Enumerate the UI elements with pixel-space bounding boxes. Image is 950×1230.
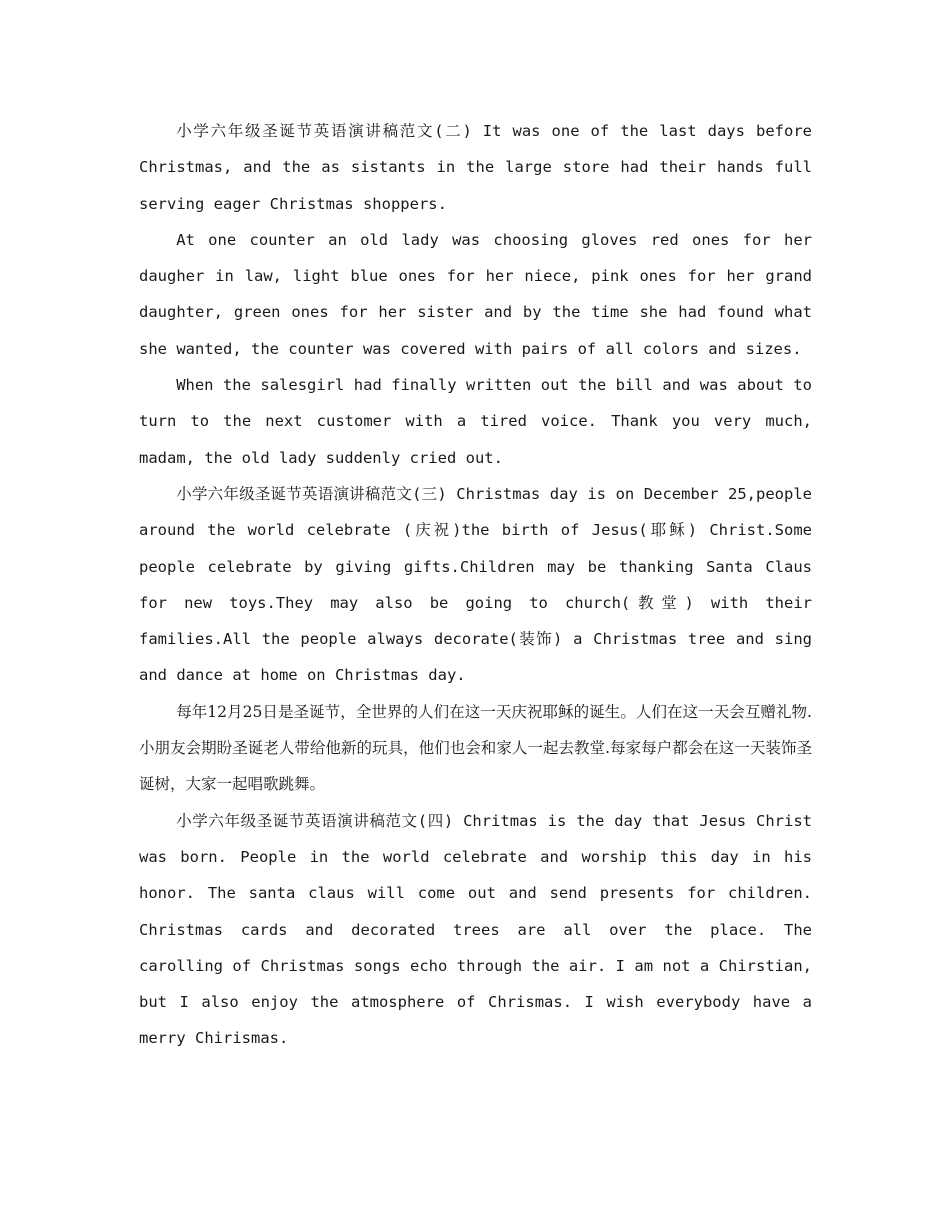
paragraph-chinese-translation: 每年12月25日是圣诞节，全世界的人们在这一天庆祝耶稣的诞生。人们在这一天会互赠礼物.小朋友会期盼圣诞老人带给他新的玩具，他们也会和家人一起去教堂.每家每户都会在这一天装饰圣诞树，大家一起唱歌跳舞。 (139, 702, 812, 794)
paragraph-speech-2-intro: 小学六年级圣诞节英语演讲稿范文(二) It was one of the last days before Christmas, and the as sistants in the large store had their hands full serving eager Christmas shoppers. (139, 122, 812, 213)
paragraph-speech-3: 小学六年级圣诞节英语演讲稿范文(三) Christmas day is on December 25,people around the world celebrate (庆祝)the birth of Jesus(耶稣) Christ.Some people celebrate by giving gifts.Children may be thanking Santa Claus for new toys.They may also be going to church(教堂) with their families.All the people always decorate(装饰) a Christmas tree and sing and dance at home on Christmas day. (139, 484, 812, 685)
document-body (139, 113, 812, 1057)
paragraph-speech-4: 小学六年级圣诞节英语演讲稿范文(四) Chritmas is the day that Jesus Christ was born. People in the world celebrate and worship this day in his honor. The santa claus will come out and send presents for children. Christmas cards and decorated trees are all over the place. The carolling of Christmas songs echo through the air. I am not a Chirstian, but I also enjoy the atmosphere of Chrismas. I wish everybody have a merry Chirismas. (139, 811, 812, 1048)
paragraph-salesgirl: When the salesgirl had finally written out the bill and was about to turn to the next customer with a tired voice. Thank you very much, madam, the old lady suddenly cried out. (139, 376, 812, 467)
paragraph-old-lady-gloves: At one counter an old lady was choosing gloves red ones for her daugher in law, light blue ones for her niece, pink ones for her grand daughter, green ones for her sister and by the time she had found what she wanted, the counter was covered with pairs of all colors and sizes. (139, 230, 812, 358)
